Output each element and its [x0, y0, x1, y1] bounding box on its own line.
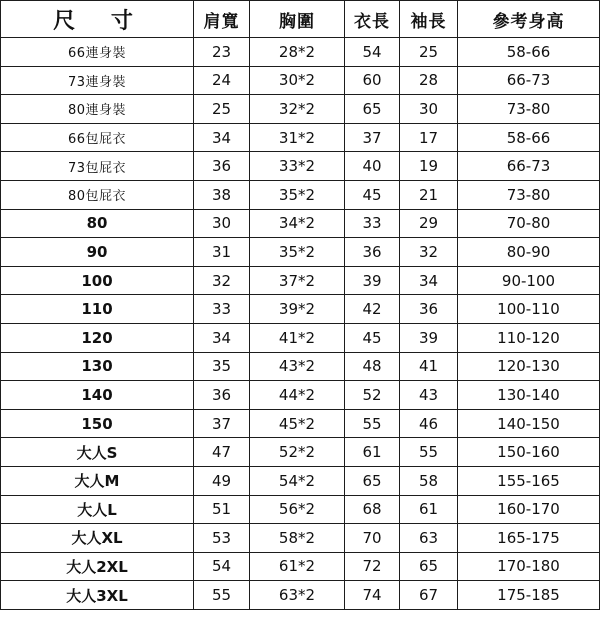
header-shoulder: 肩寬 [194, 1, 250, 38]
shoulder-cell: 51 [194, 495, 250, 524]
height-cell: 66-73 [458, 66, 600, 95]
table-row [1, 152, 600, 181]
shoulder-cell: 49 [194, 466, 250, 495]
size-cell: 100 [1, 266, 194, 295]
sleeve-cell: 39 [400, 323, 458, 352]
table-row [1, 238, 600, 267]
size-cell: 120 [1, 323, 194, 352]
shoulder-cell: 37 [194, 409, 250, 438]
shoulder-cell: 55 [194, 581, 250, 610]
size-cell: 150 [1, 409, 194, 438]
height-cell: 73-80 [458, 180, 600, 209]
length-cell: 68 [345, 495, 400, 524]
shoulder-cell: 53 [194, 524, 250, 553]
shoulder-cell: 33 [194, 295, 250, 324]
shoulder-cell: 30 [194, 209, 250, 238]
size-cell: 90 [1, 238, 194, 267]
sleeve-cell: 58 [400, 466, 458, 495]
chest-cell: 35*2 [250, 238, 345, 267]
size-cell: 73包屁衣 [1, 152, 194, 181]
height-cell: 170-180 [458, 552, 600, 581]
shoulder-cell: 32 [194, 266, 250, 295]
table-row [1, 524, 600, 553]
shoulder-cell: 25 [194, 95, 250, 124]
sleeve-cell: 17 [400, 123, 458, 152]
size-cell: 大人3XL [1, 581, 194, 610]
table-row [1, 266, 600, 295]
shoulder-cell: 36 [194, 152, 250, 181]
sleeve-cell: 43 [400, 381, 458, 410]
length-cell: 70 [345, 524, 400, 553]
height-cell: 58-66 [458, 38, 600, 67]
height-cell: 100-110 [458, 295, 600, 324]
length-cell: 60 [345, 66, 400, 95]
header-height: 參考身高 [458, 1, 600, 38]
height-cell: 90-100 [458, 266, 600, 295]
length-cell: 37 [345, 123, 400, 152]
height-cell: 140-150 [458, 409, 600, 438]
height-cell: 110-120 [458, 323, 600, 352]
height-cell: 130-140 [458, 381, 600, 410]
sleeve-cell: 19 [400, 152, 458, 181]
length-cell: 54 [345, 38, 400, 67]
chest-cell: 63*2 [250, 581, 345, 610]
length-cell: 33 [345, 209, 400, 238]
chest-cell: 43*2 [250, 352, 345, 381]
height-cell: 80-90 [458, 238, 600, 267]
header-sleeve: 袖長 [400, 1, 458, 38]
sleeve-cell: 61 [400, 495, 458, 524]
table-row [1, 123, 600, 152]
chest-cell: 31*2 [250, 123, 345, 152]
size-cell: 66包屁衣 [1, 123, 194, 152]
length-cell: 52 [345, 381, 400, 410]
header-length: 衣長 [345, 1, 400, 38]
table-row [1, 95, 600, 124]
size-cell: 大人L [1, 495, 194, 524]
table-row [1, 381, 600, 410]
table-row [1, 581, 600, 610]
shoulder-cell: 36 [194, 381, 250, 410]
table-row [1, 495, 600, 524]
chest-cell: 44*2 [250, 381, 345, 410]
length-cell: 36 [345, 238, 400, 267]
length-cell: 40 [345, 152, 400, 181]
height-cell: 165-175 [458, 524, 600, 553]
sleeve-cell: 46 [400, 409, 458, 438]
table-row [1, 323, 600, 352]
size-cell: 130 [1, 352, 194, 381]
chest-cell: 32*2 [250, 95, 345, 124]
length-cell: 39 [345, 266, 400, 295]
shoulder-cell: 34 [194, 323, 250, 352]
chest-cell: 56*2 [250, 495, 345, 524]
length-cell: 61 [345, 438, 400, 467]
chest-cell: 45*2 [250, 409, 345, 438]
size-cell: 80連身裝 [1, 95, 194, 124]
length-cell: 72 [345, 552, 400, 581]
table-row [1, 38, 600, 67]
chest-cell: 28*2 [250, 38, 345, 67]
chest-cell: 30*2 [250, 66, 345, 95]
shoulder-cell: 23 [194, 38, 250, 67]
sleeve-cell: 30 [400, 95, 458, 124]
table-row [1, 552, 600, 581]
sleeve-cell: 63 [400, 524, 458, 553]
table-row [1, 209, 600, 238]
length-cell: 65 [345, 95, 400, 124]
header-size: 尺 寸 [1, 1, 194, 38]
size-cell: 140 [1, 381, 194, 410]
length-cell: 74 [345, 581, 400, 610]
chest-cell: 52*2 [250, 438, 345, 467]
height-cell: 73-80 [458, 95, 600, 124]
shoulder-cell: 35 [194, 352, 250, 381]
chest-cell: 61*2 [250, 552, 345, 581]
shoulder-cell: 34 [194, 123, 250, 152]
size-cell: 80包屁衣 [1, 180, 194, 209]
sleeve-cell: 32 [400, 238, 458, 267]
height-cell: 70-80 [458, 209, 600, 238]
shoulder-cell: 31 [194, 238, 250, 267]
height-cell: 120-130 [458, 352, 600, 381]
chest-cell: 41*2 [250, 323, 345, 352]
size-cell: 66連身裝 [1, 38, 194, 67]
sleeve-cell: 67 [400, 581, 458, 610]
sleeve-cell: 28 [400, 66, 458, 95]
shoulder-cell: 24 [194, 66, 250, 95]
chest-cell: 39*2 [250, 295, 345, 324]
table-row [1, 352, 600, 381]
height-cell: 58-66 [458, 123, 600, 152]
header-chest: 胸圍 [250, 1, 345, 38]
height-cell: 66-73 [458, 152, 600, 181]
sleeve-cell: 21 [400, 180, 458, 209]
header-row [1, 1, 600, 38]
table-row [1, 409, 600, 438]
length-cell: 45 [345, 323, 400, 352]
length-cell: 48 [345, 352, 400, 381]
size-cell: 大人XL [1, 524, 194, 553]
size-cell: 73連身裝 [1, 66, 194, 95]
shoulder-cell: 54 [194, 552, 250, 581]
sleeve-cell: 29 [400, 209, 458, 238]
chest-cell: 34*2 [250, 209, 345, 238]
height-cell: 175-185 [458, 581, 600, 610]
height-cell: 155-165 [458, 466, 600, 495]
shoulder-cell: 38 [194, 180, 250, 209]
size-cell: 大人M [1, 466, 194, 495]
size-cell: 80 [1, 209, 194, 238]
size-cell: 110 [1, 295, 194, 324]
size-cell: 大人2XL [1, 552, 194, 581]
length-cell: 42 [345, 295, 400, 324]
chest-cell: 37*2 [250, 266, 345, 295]
sleeve-cell: 36 [400, 295, 458, 324]
table-row [1, 466, 600, 495]
length-cell: 65 [345, 466, 400, 495]
sleeve-cell: 25 [400, 38, 458, 67]
sleeve-cell: 55 [400, 438, 458, 467]
chest-cell: 35*2 [250, 180, 345, 209]
chest-cell: 58*2 [250, 524, 345, 553]
length-cell: 45 [345, 180, 400, 209]
length-cell: 55 [345, 409, 400, 438]
sleeve-cell: 41 [400, 352, 458, 381]
height-cell: 160-170 [458, 495, 600, 524]
table-row [1, 66, 600, 95]
sleeve-cell: 65 [400, 552, 458, 581]
chest-cell: 54*2 [250, 466, 345, 495]
shoulder-cell: 47 [194, 438, 250, 467]
table-row [1, 180, 600, 209]
height-cell: 150-160 [458, 438, 600, 467]
table-row [1, 295, 600, 324]
table-row [1, 438, 600, 467]
size-cell: 大人S [1, 438, 194, 467]
chest-cell: 33*2 [250, 152, 345, 181]
sleeve-cell: 34 [400, 266, 458, 295]
